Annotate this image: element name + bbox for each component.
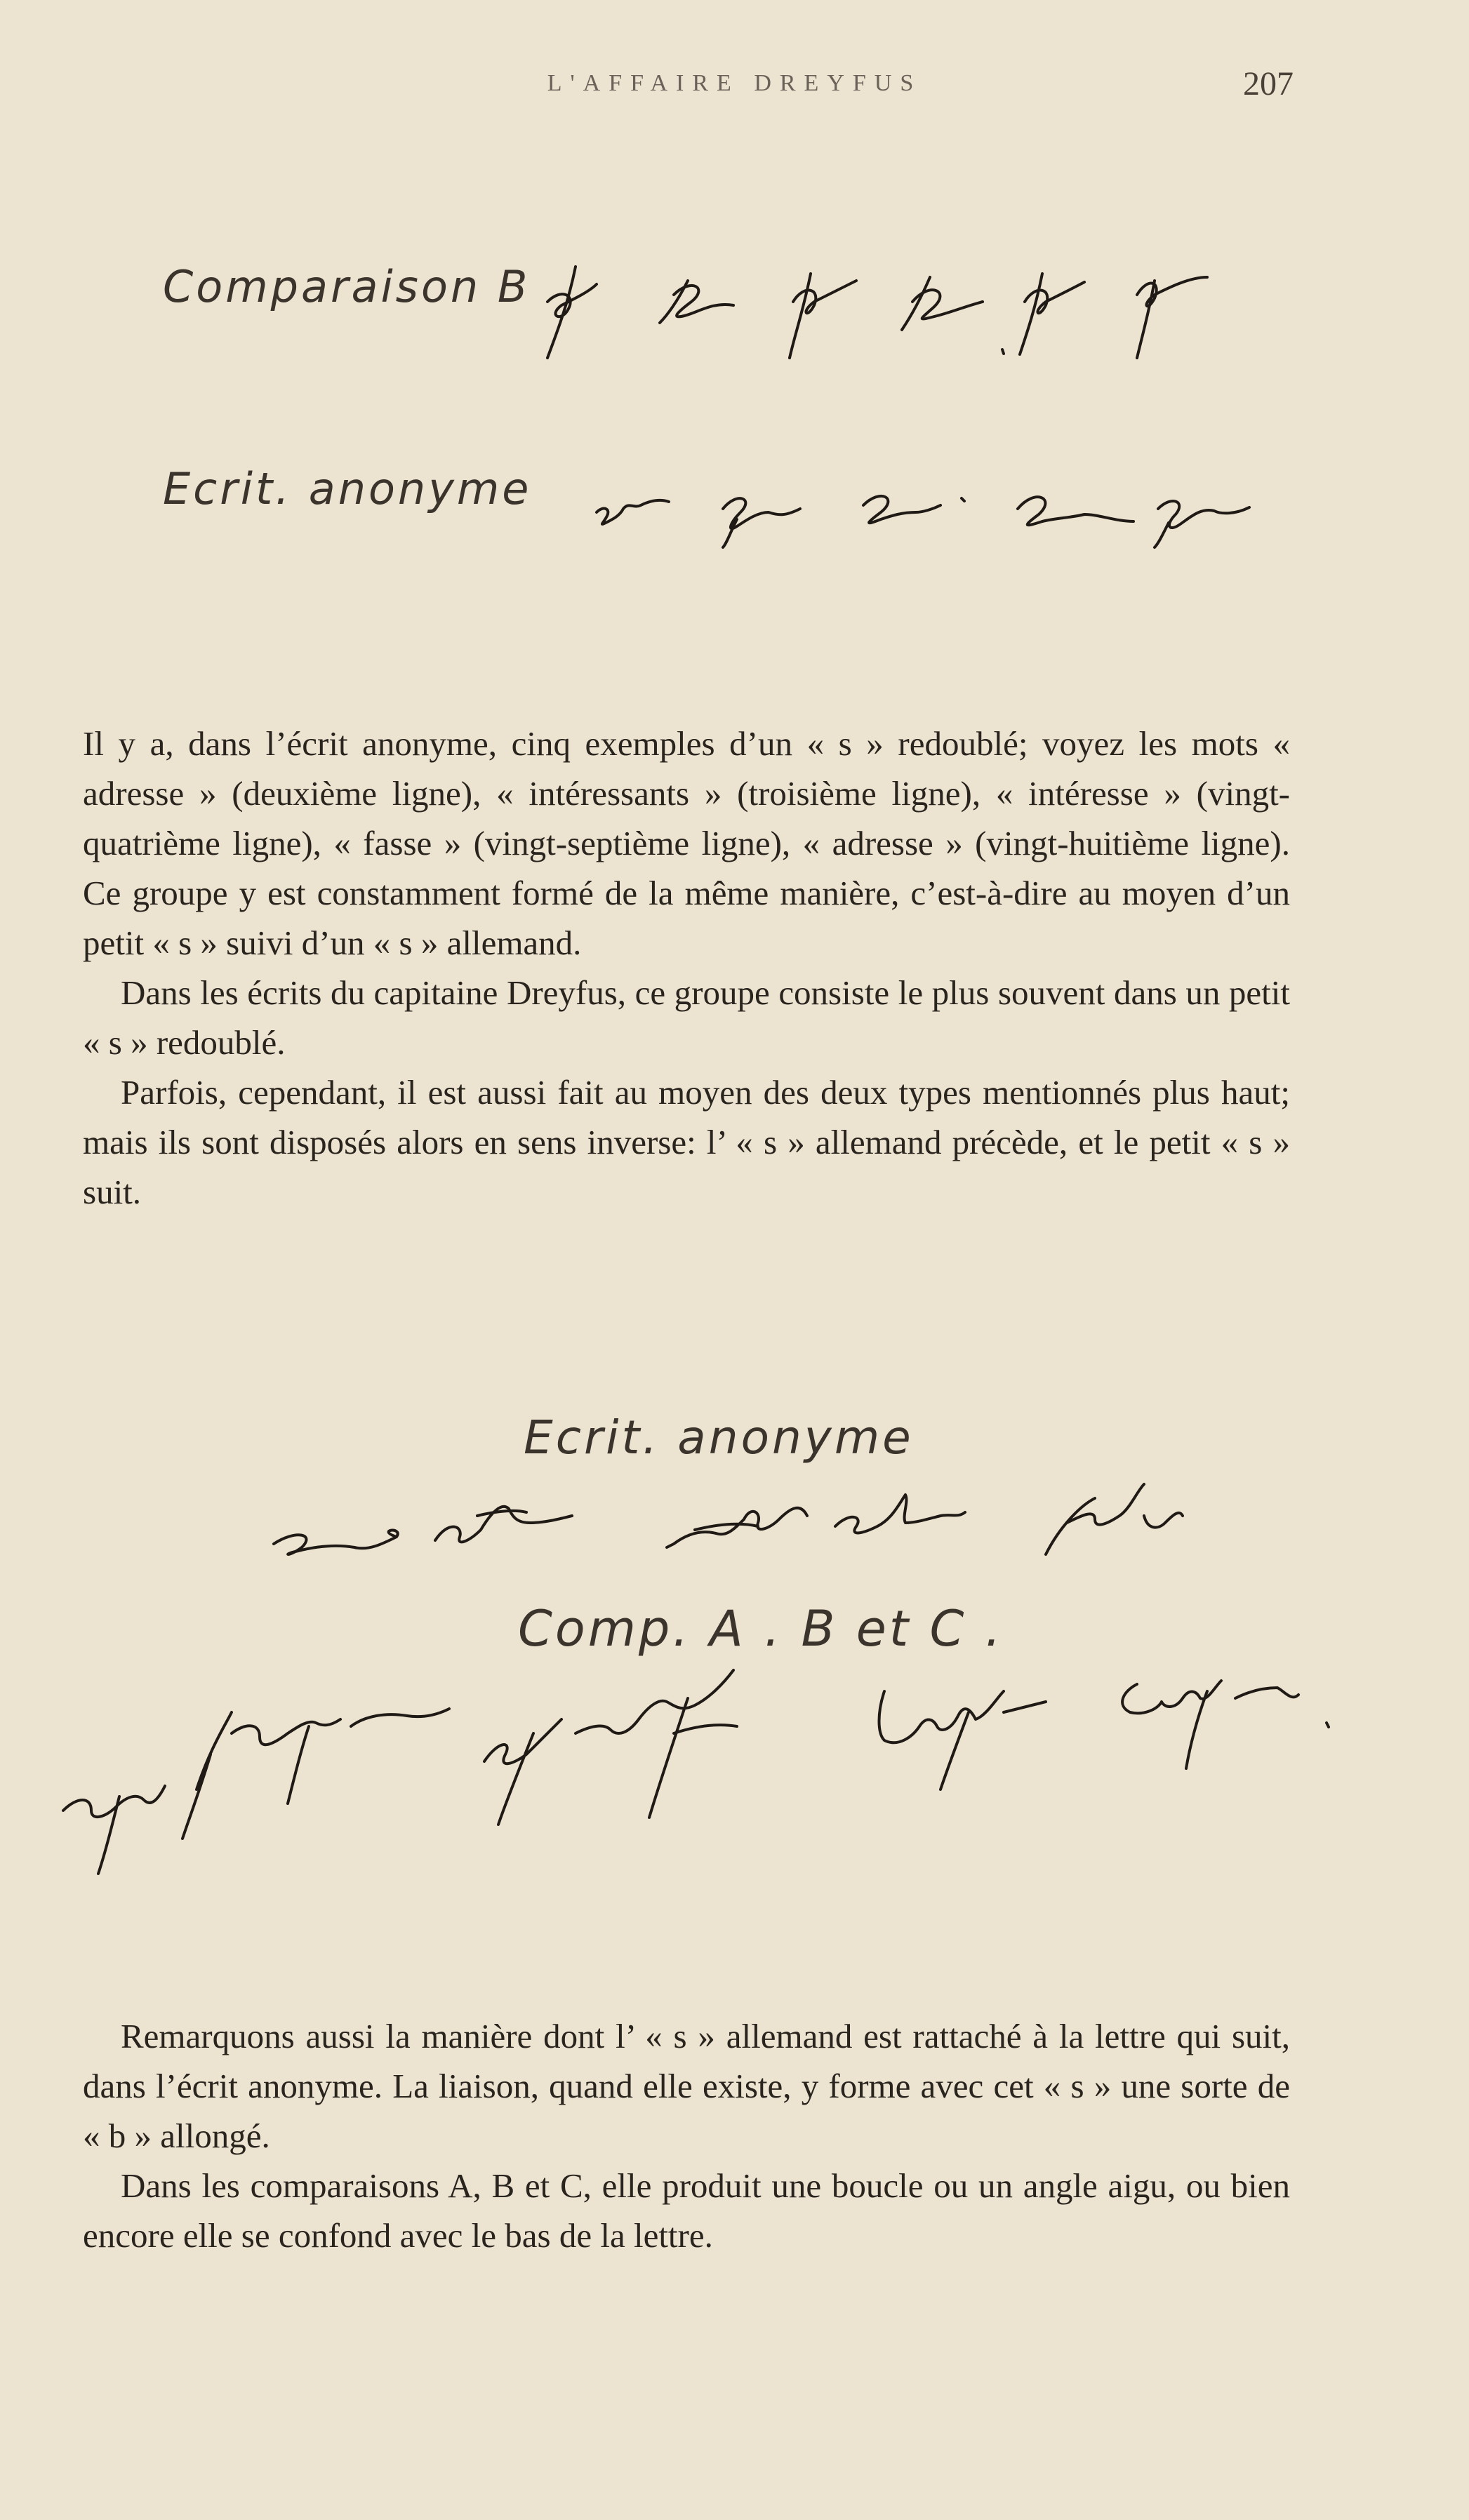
paragraph: Dans les comparaisons A, B et C, elle produit une boucle ou un angle aigu, ou bien encore elle se confond avec le bas de la lettre. bbox=[83, 2166, 1290, 2255]
handwriting-line-comparisons bbox=[56, 1670, 1341, 1881]
paragraph: Il y a, dans l’écrit anonyme, cinq exemples d’un « s » redoublé; voyez les mots « adresse » (deuxième ligne), « intéressants » (troisième ligne), « intéresse » (vingt-quatrième ligne), « fasse » (vingt-septième ligne), « adresse » (vingt-huitième ligne). Ce groupe y est constamment formé de la même manière, c’est-à-dire au moyen d’un petit « s » suivi d’un « s » allemand. bbox=[83, 724, 1290, 962]
handwriting-line-anonymous bbox=[267, 1488, 1348, 1586]
label-ecrit-anonyme-top: Ecrit. anonyme bbox=[163, 463, 532, 514]
paragraph: Parfois, cependant, il est aussi fait au moyen des deux types mentionnés plus haut; mais ils sont disposés alors en sens inverse: l’ « s » allemand précède, et le petit « s » suit. bbox=[83, 1073, 1290, 1211]
page-number: 207 bbox=[1243, 65, 1294, 102]
label-comparaison-b: Comparaison B bbox=[163, 261, 531, 312]
label-ecrit-anonyme-bottom: Ecrit. anonyme bbox=[524, 1411, 914, 1465]
handwriting-sample-comparison-b bbox=[533, 253, 1249, 372]
label-comp-a-b-c: Comp. A . B et C . bbox=[518, 1600, 1004, 1658]
paragraph-block-2 bbox=[83, 2011, 1290, 2260]
paragraph: Dans les écrits du capitaine Dreyfus, ce groupe consiste le plus souvent dans un petit « s » redoublé. bbox=[83, 973, 1290, 1062]
paragraph-block-1 bbox=[83, 719, 1290, 1217]
handwriting-sample-anonymous bbox=[590, 477, 1263, 561]
paragraph: Remarquons aussi la manière dont l’ « s » allemand est rattaché à la lettre qui suit, dans l’écrit anonyme. La liaison, quand elle existe, y forme avec cet « s » une sorte de « b » allongé. bbox=[83, 2017, 1290, 2155]
running-title: L'AFFAIRE DREYFUS bbox=[547, 70, 922, 96]
